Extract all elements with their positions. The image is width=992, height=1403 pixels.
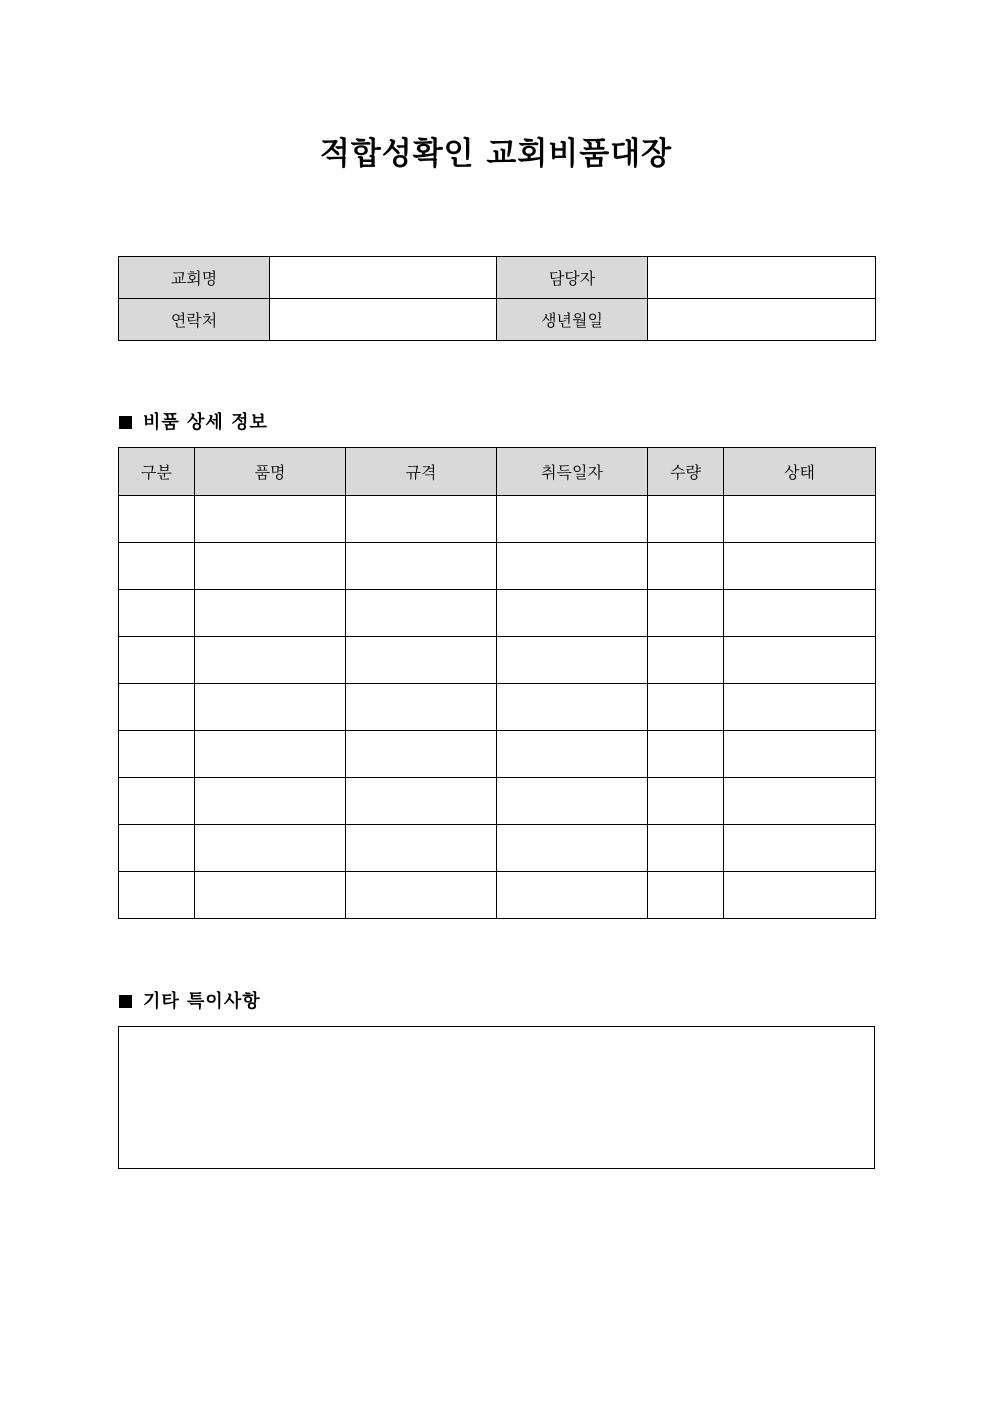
table-cell[interactable]: [724, 731, 876, 778]
table-cell[interactable]: [724, 778, 876, 825]
info-row: [119, 299, 876, 341]
table-cell[interactable]: [648, 872, 724, 919]
square-bullet-icon: [119, 416, 132, 429]
table-cell[interactable]: [195, 637, 346, 684]
table-cell[interactable]: [346, 637, 497, 684]
table-cell[interactable]: [119, 684, 195, 731]
table-cell[interactable]: [648, 543, 724, 590]
table-cell[interactable]: [195, 590, 346, 637]
table-cell[interactable]: [648, 731, 724, 778]
table-cell[interactable]: [195, 778, 346, 825]
table-cell[interactable]: [119, 731, 195, 778]
items-header-row: [119, 448, 876, 496]
table-row: [119, 778, 876, 825]
table-cell[interactable]: [648, 590, 724, 637]
table-cell[interactable]: [497, 825, 648, 872]
table-cell[interactable]: [119, 590, 195, 637]
table-cell[interactable]: [119, 825, 195, 872]
table-cell[interactable]: [648, 825, 724, 872]
table-cell[interactable]: [346, 590, 497, 637]
manager-label: 담당자: [497, 257, 648, 299]
table-cell[interactable]: [724, 684, 876, 731]
table-row: [119, 543, 876, 590]
square-bullet-icon: [119, 995, 132, 1008]
birthdate-label: 생년월일: [497, 299, 648, 341]
table-cell[interactable]: [497, 684, 648, 731]
church-name-label: 교회명: [119, 257, 270, 299]
table-row: [119, 872, 876, 919]
table-cell[interactable]: [497, 496, 648, 543]
table-cell[interactable]: [648, 684, 724, 731]
table-cell[interactable]: [724, 637, 876, 684]
column-header-quantity: 수량: [648, 448, 724, 496]
table-row: [119, 731, 876, 778]
table-cell[interactable]: [648, 778, 724, 825]
notes-section-title: 기타 특이사항: [143, 991, 261, 1012]
table-cell[interactable]: [195, 731, 346, 778]
table-row: [119, 637, 876, 684]
table-cell[interactable]: [119, 872, 195, 919]
table-cell[interactable]: [497, 872, 648, 919]
table-cell[interactable]: [724, 496, 876, 543]
table-cell[interactable]: [497, 637, 648, 684]
table-cell[interactable]: [346, 872, 497, 919]
table-cell[interactable]: [346, 684, 497, 731]
table-row: [119, 684, 876, 731]
table-cell[interactable]: [346, 778, 497, 825]
table-cell[interactable]: [497, 731, 648, 778]
table-cell[interactable]: [724, 543, 876, 590]
birthdate-field[interactable]: [648, 299, 876, 341]
table-cell[interactable]: [195, 684, 346, 731]
column-header-category: 구분: [119, 448, 195, 496]
column-header-condition: 상태: [724, 448, 876, 496]
table-cell[interactable]: [195, 496, 346, 543]
notes-textarea[interactable]: [118, 1026, 875, 1169]
table-cell[interactable]: [195, 825, 346, 872]
table-cell[interactable]: [346, 543, 497, 590]
column-header-acquired-date: 취득일자: [497, 448, 648, 496]
notes-section-heading: [119, 990, 261, 1014]
table-row: [119, 825, 876, 872]
contact-label: 연락처: [119, 299, 270, 341]
table-cell[interactable]: [119, 543, 195, 590]
table-cell[interactable]: [119, 637, 195, 684]
table-cell[interactable]: [346, 825, 497, 872]
info-table: [118, 256, 876, 341]
table-cell[interactable]: [497, 543, 648, 590]
table-cell[interactable]: [346, 731, 497, 778]
table-cell[interactable]: [195, 872, 346, 919]
items-table: [118, 447, 876, 919]
table-cell[interactable]: [497, 590, 648, 637]
table-row: [119, 590, 876, 637]
table-cell[interactable]: [724, 825, 876, 872]
manager-field[interactable]: [648, 257, 876, 299]
table-row: [119, 496, 876, 543]
table-cell[interactable]: [724, 872, 876, 919]
column-header-spec: 규격: [346, 448, 497, 496]
table-cell[interactable]: [119, 496, 195, 543]
table-cell[interactable]: [648, 637, 724, 684]
table-cell[interactable]: [724, 590, 876, 637]
table-cell[interactable]: [119, 778, 195, 825]
column-header-item-name: 품명: [195, 448, 346, 496]
church-name-field[interactable]: [270, 257, 497, 299]
table-cell[interactable]: [497, 778, 648, 825]
table-cell[interactable]: [346, 496, 497, 543]
table-cell[interactable]: [648, 496, 724, 543]
document-title: 적합성확인 교회비품대장: [319, 136, 673, 172]
items-section-heading: [119, 411, 268, 435]
items-section-title: 비품 상세 정보: [143, 412, 268, 433]
contact-field[interactable]: [270, 299, 497, 341]
info-row: [119, 257, 876, 299]
table-cell[interactable]: [195, 543, 346, 590]
